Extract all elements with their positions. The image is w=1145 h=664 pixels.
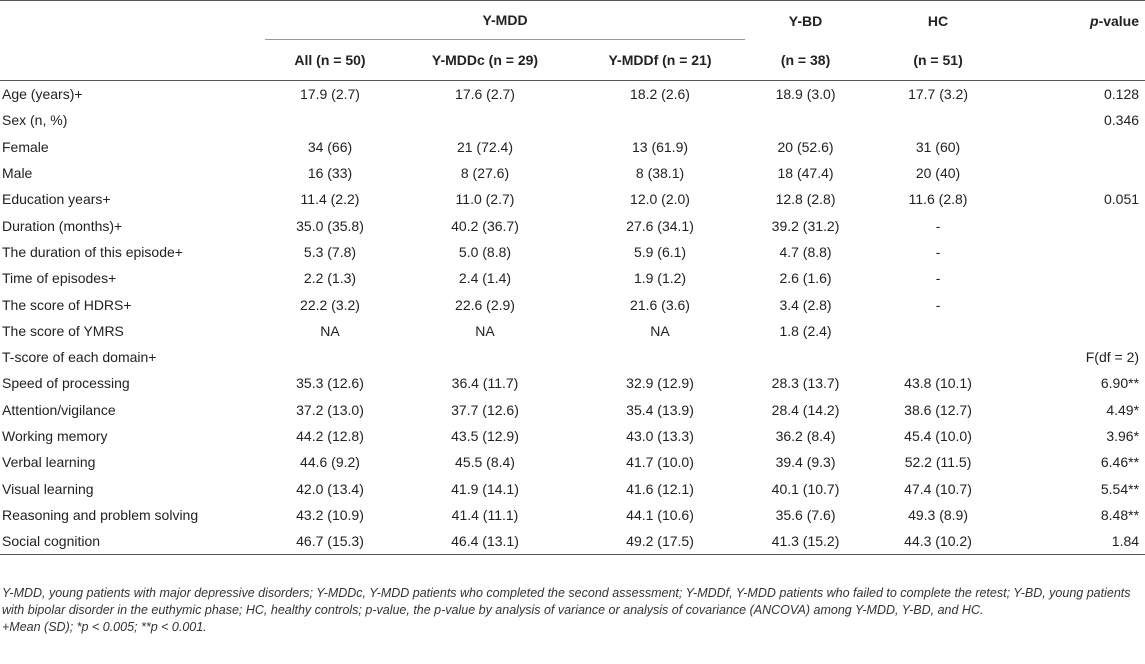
cell-ybd: 4.7 (8.8) [779,243,832,260]
cell-hc: 11.6 (2.8) [908,191,968,208]
cell-ymddc: 46.4 (13.1) [395,528,575,555]
table-row [0,186,1145,212]
cell-all: 11.4 (2.2) [300,191,360,208]
cell-all: 17.9 (2.7) [265,81,395,108]
cell-ybd: 41.3 (15.2) [745,528,866,555]
cell-p: 1.84 [1010,528,1145,555]
hc-header: HC [866,1,1010,41]
cell-ybd: 36.2 (8.4) [775,428,836,444]
cell-p: 6.46** [1100,454,1140,471]
cell-all: 44.2 (12.8) [296,428,364,444]
cell-hc: - [935,217,941,234]
cell-label: Visual learning [2,480,94,497]
cell-p [1010,318,1145,344]
table-row [0,107,1145,133]
col-ymddf-header: Y-MDDf (n = 21) [608,52,712,68]
cell-ymddc: 2.4 (1.4) [458,270,512,287]
table-row [0,265,1145,291]
ybd-header: Y-BD [745,1,866,41]
table-footnote [2,585,1142,636]
cell-ymddf: 49.2 (17.5) [575,528,745,555]
cell-ymddc: 45.5 (8.4) [455,454,515,471]
cell-ymddf: 43.0 (13.3) [626,428,694,444]
cell-hc [866,318,1010,344]
table-row [0,423,1145,449]
cell-ymddf: 21.6 (3.6) [630,296,690,313]
cell-ymddf: 13 (61.9) [631,138,689,155]
cell-p: 4.49* [1106,401,1140,418]
cell-ymddf: NA [650,322,670,339]
cell-ymddc: 11.0 (2.7) [455,191,515,208]
cell-hc: - [935,296,941,313]
pvalue-header: p-value [1010,1,1145,41]
cell-ymddc: 41.9 (14.1) [451,480,519,497]
table-row [0,475,1145,501]
table-row [0,370,1145,396]
cell-all: 5.3 (7.8) [303,243,357,260]
cell-ymddc: 41.4 (11.1) [451,506,519,523]
ymdd-group-header: Y-MDD [265,1,745,40]
cell-p [1010,134,1145,160]
cell-label: Attention/vigilance [2,401,116,418]
cell-hc: 49.3 (8.9) [908,506,968,523]
cell-ymddf: 8 (38.1) [635,165,685,182]
cell-all: 42.0 (13.4) [296,480,364,497]
cell-ymddf: 32.9 (12.9) [626,375,694,392]
cell-ymddf: 1.9 (1.2) [633,270,687,287]
cell-ybd: 18 (47.4) [777,165,834,182]
cell-ybd: 12.8 (2.8) [775,191,836,208]
cell-p: 0.128 [1010,81,1145,108]
cell-label: Female [2,138,49,155]
cell-hc: 17.7 (3.2) [866,81,1010,108]
cell-ybd: 39.2 (31.2) [771,217,840,234]
cell-all: 44.6 (9.2) [300,454,360,471]
cell-ymddc: NA [475,322,495,339]
cell-ybd: 2.6 (1.6) [779,270,832,287]
cell-ybd: 20 (52.6) [777,138,834,155]
cell-ybd: 3.4 (2.8) [779,296,832,313]
cell-label: Age (years)+ [0,81,265,108]
cell-ymddf: 44.1 (10.6) [626,506,694,523]
cell-hc: 52.2 (11.5) [904,454,972,471]
cell-label: T-score of each domain+ [2,349,157,366]
cell-ymddc: 40.2 (36.7) [451,217,519,234]
table-row [0,291,1145,317]
cell-p: 3.96* [1106,428,1140,444]
cell-ymddc: 17.6 (2.7) [395,81,575,108]
col-ybd-n-header: (n = 38) [780,52,831,68]
table-row [0,134,1145,160]
cell-label: Education years+ [2,191,111,208]
cell-all: 35.0 (35.8) [296,217,364,234]
cell-label: Duration (months)+ [2,217,123,234]
cell-ybd: 28.4 (14.2) [771,401,840,418]
col-hc-n-header: (n = 51) [913,52,963,68]
cell-hc: - [935,270,941,287]
table-row [0,397,1145,423]
cell-all: 16 (33) [307,165,353,182]
cell-label: Working memory [2,428,108,444]
cell-ymddc: 5.0 (8.8) [458,243,512,260]
cell-ymddf: 41.7 (10.0) [626,454,694,471]
cell-hc [866,344,1010,370]
cell-p [1010,239,1145,265]
cell-ybd: 35.6 (7.6) [775,506,836,523]
cell-ymddc: 21 (72.4) [456,138,514,155]
cell-label: Speed of processing [2,375,130,392]
table-row [0,528,1145,555]
cell-hc: 31 (60) [915,138,961,155]
cell-ymddf: 35.4 (13.9) [626,401,694,418]
header-row-2 [0,40,1145,81]
cell-hc: 20 (40) [915,165,961,182]
cell-label: Time of episodes+ [2,270,117,287]
cell-p: 6.90** [1100,375,1140,392]
cell-p: F(df = 2) [1085,349,1140,366]
cell-p: 8.48** [1100,506,1140,523]
table-body [0,81,1145,555]
cell-all: 34 (66) [307,138,353,155]
cell-ymddf: 41.6 (12.1) [626,480,694,497]
cell-ymddc: 43.5 (12.9) [451,428,519,444]
cell-p [1010,160,1145,186]
cell-label: Male [2,165,33,182]
cell-all: 43.2 (10.9) [296,506,364,523]
cell-all [265,107,395,133]
cell-label: The duration of this episode+ [2,243,183,260]
cell-ybd [745,344,866,370]
cell-ybd: 28.3 (13.7) [771,375,840,392]
cell-ymddc [395,344,575,370]
cell-all [265,344,395,370]
table-row [0,239,1145,265]
cell-ybd: 39.4 (9.3) [775,454,836,471]
header-row-1 [0,1,1145,41]
cell-ymddc: 22.6 (2.9) [455,296,515,313]
cell-label: Reasoning and problem solving [2,506,199,523]
cell-all: 22.2 (3.2) [300,296,360,313]
cell-p [1010,212,1145,238]
footnote-stats: +Mean (SD); *p < 0.005; **p < 0.001. [2,620,207,634]
cell-ymddf: 18.2 (2.6) [575,81,745,108]
cell-p: 5.54** [1100,480,1140,497]
table-row [0,212,1145,238]
cell-label: Social cognition [0,528,265,555]
cell-ymddf [575,344,745,370]
cell-all: 35.3 (12.6) [296,375,364,392]
table-row [0,449,1145,475]
table-row [0,502,1145,528]
cell-hc: - [935,243,941,260]
cell-hc: 45.4 (10.0) [904,428,972,444]
cell-p: 0.346 [1103,112,1140,129]
table-row [0,81,1145,108]
cell-ymddc: 8 (27.6) [460,165,510,182]
cell-all: 2.2 (1.3) [303,270,357,287]
col-ymddc-header: Y-MDDc (n = 29) [431,52,539,68]
cell-all: 37.2 (13.0) [296,401,364,418]
cell-p [1010,265,1145,291]
cell-label: Verbal learning [2,454,96,471]
cell-label: The score of HDRS+ [2,296,132,313]
cell-all: NA [320,322,340,339]
cell-ymddf [575,107,745,133]
cell-ybd: 1.8 (2.4) [779,322,832,339]
col-all-header: All (n = 50) [294,52,366,68]
cell-label: The score of YMRS [2,322,124,339]
cell-ybd: 40.1 (10.7) [771,480,840,497]
cell-hc: 47.4 (10.7) [904,480,972,497]
cell-p [1010,291,1145,317]
cell-hc: 38.6 (12.7) [904,401,972,418]
cell-ymddc: 36.4 (11.7) [451,375,519,392]
cell-ymddf: 5.9 (6.1) [633,243,687,260]
cell-ymddc [395,107,575,133]
table-row [0,318,1145,344]
cell-ymddc: 37.7 (12.6) [451,401,519,418]
cell-p: 0.051 [1103,191,1140,208]
cell-ymddf: 27.6 (34.1) [626,217,694,234]
cell-hc [866,107,1010,133]
cell-ymddf: 12.0 (2.0) [630,191,690,208]
cell-ybd [745,107,866,133]
table-row [0,160,1145,186]
cell-all: 46.7 (15.3) [265,528,395,555]
cell-hc: 44.3 (10.2) [866,528,1010,555]
footnote-abbreviations: Y-MDD, young patients with major depressive disorders; Y-MDDc, Y-MDD patients who completed the second assessment; Y-MDDf, Y-MDD patients who failed to complete the retest; Y-BD, young patients with bipolar disorder in the euthymic phase; HC, healthy controls; p-value, the p-value by analysis of variance or analysis of covariance (ANCOVA) among Y-MDD, Y-BD, and HC. [2,586,1131,617]
cell-label: Sex (n, %) [2,112,68,129]
cell-ybd: 18.9 (3.0) [745,81,866,108]
cell-hc: 43.8 (10.1) [904,375,972,392]
table-row [0,344,1145,370]
